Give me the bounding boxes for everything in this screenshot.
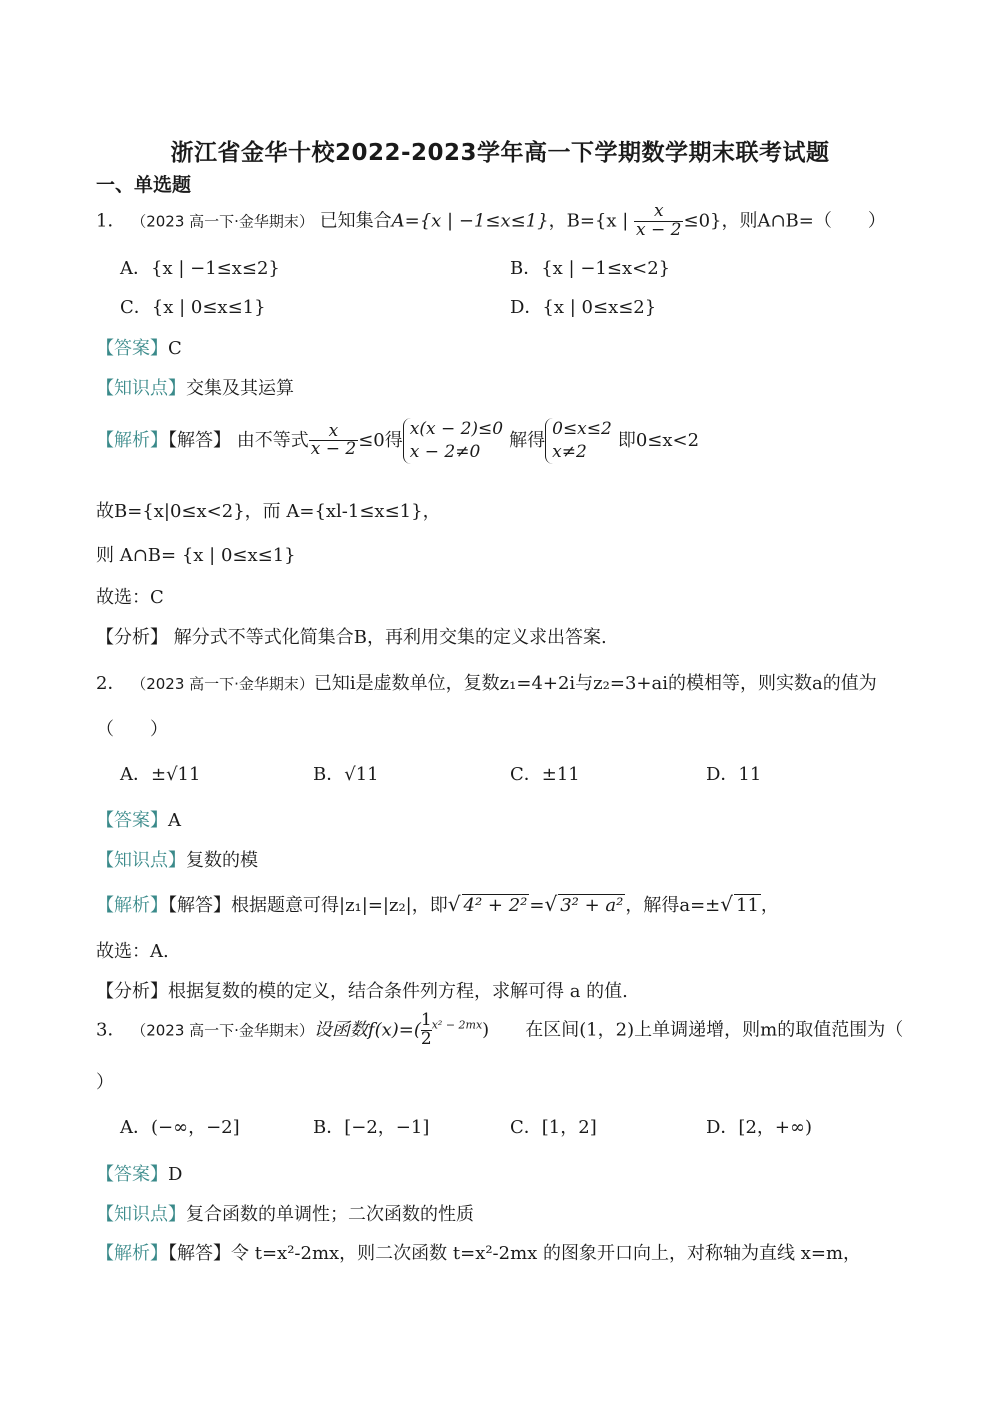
solution-line: [96, 891, 779, 917]
question-number: 3．: [96, 1019, 126, 1041]
solution-line-2: 故选：A.: [96, 941, 169, 962]
solution-text: ≤0得: [358, 429, 403, 451]
fraction-numerator: x: [634, 203, 683, 222]
option-b: B．√11: [313, 764, 379, 785]
question-number: 2．: [96, 673, 126, 694]
knowledge-value: 交集及其运算: [186, 378, 294, 399]
system-row: x − 2≠0: [409, 441, 481, 462]
fraction-denominator: 2: [420, 1028, 432, 1049]
question-source: （2023 高一下·金华期末）: [131, 1021, 314, 1040]
comment-line: [96, 977, 628, 1003]
fraction-numerator: 1: [420, 1010, 432, 1030]
analysis-tag: 【解析】: [96, 895, 168, 916]
question-source: （2023 高一下·金华期末）: [131, 675, 314, 693]
radicand: 11: [736, 895, 759, 916]
fraction-denominator: x − 2: [636, 219, 682, 240]
knowledge-tag: 【知识点】: [96, 378, 186, 399]
fraction: [309, 420, 358, 460]
solution-text: =: [529, 895, 545, 916]
solution-tag: 【解答】: [168, 1243, 231, 1264]
solution-text: ，解得a=±: [625, 895, 721, 916]
system-row: x(x − 2)≤0: [409, 419, 504, 439]
option-d: D．11: [706, 764, 762, 785]
solution-tag: 【解答】: [168, 429, 231, 451]
option-c: C．[1，2]: [510, 1117, 597, 1138]
solution-text: 根据题意可得|z₁|=|z₂|，即: [231, 895, 448, 916]
knowledge-line: [96, 846, 258, 872]
question-source: （2023 高一下·金华期末）: [131, 212, 314, 231]
option-b: B．{x | −1≤x<2}: [510, 258, 671, 279]
stem-text: ) 在区间(1，2)上单调递增，则m的取值范围为（: [482, 1019, 904, 1041]
option-d: D．[2，+∞): [706, 1117, 813, 1138]
page-title: 浙江省金华十校2022-2023学年高一下学期数学期末联考试题: [170, 140, 830, 166]
answer-value: D: [168, 1164, 183, 1185]
solution-text: 解得: [509, 429, 546, 451]
knowledge-line: [96, 374, 294, 400]
answer-tag: 【答案】: [96, 338, 168, 359]
solution-line-3: 则 A∩B= {x | 0≤x≤1}: [96, 545, 296, 566]
answer-line: [96, 334, 182, 360]
analysis-tag: 【解析】: [96, 1243, 168, 1264]
option-c: C．±11: [510, 764, 580, 785]
option-a: A．(−∞，−2]: [120, 1117, 240, 1138]
solution-text: 由不等式: [236, 429, 309, 451]
solution-line: [96, 1239, 861, 1265]
option-c: C．{x | 0≤x≤1}: [120, 297, 266, 318]
question-3-stem: [96, 1012, 903, 1049]
stem-text: 已知i是虚数单位，复数z₁=4+2i与z₂=3+ai的模相等，则实数a的值为: [313, 673, 877, 694]
radicand: 4² + 2²: [463, 895, 528, 916]
stem-text: ，B={x |: [548, 210, 635, 232]
question-2-stem: [96, 669, 877, 695]
knowledge-value: 复合函数的单调性；二次函数的性质: [186, 1204, 474, 1225]
knowledge-tag: 【知识点】: [96, 1204, 186, 1225]
comment-tag: 【分析】: [96, 627, 168, 648]
question-number: 1．: [96, 210, 126, 232]
answer-line: [96, 806, 181, 832]
fraction: [421, 1012, 432, 1049]
question-1-stem: [96, 203, 886, 240]
answer-line: [96, 1160, 182, 1186]
question-3-stem-2: ）: [96, 1072, 114, 1093]
exponent: x² − 2mx: [431, 1018, 483, 1032]
fraction-denominator: x − 2: [310, 439, 357, 460]
solution-line-2: 故B={x|0≤x<2}，而 A={xl-1≤x≤1}，: [96, 501, 441, 522]
analysis-tag: 【解析】: [96, 429, 168, 451]
comment-value: 根据复数的模的定义，结合条件列方程，求解可得 a 的值.: [168, 981, 628, 1002]
solution-text: 即0≤x<2: [617, 429, 700, 451]
answer-value: C: [168, 338, 182, 359]
fraction-numerator: x: [309, 423, 358, 442]
equation-system: [545, 418, 618, 464]
option-a: A．{x | −1≤x≤2}: [120, 258, 280, 279]
comment-line: [96, 623, 607, 649]
question-2-stem-2: （ ）: [96, 719, 168, 740]
sqrt-icon: √: [544, 892, 558, 916]
answer-tag: 【答案】: [96, 1164, 168, 1185]
stem-text: ≤0}，则A∩B=（ ）: [683, 210, 886, 232]
solution-text: 令 t=x²-2mx，则二次函数 t=x²-2mx 的图象开口向上，对称轴为直线 x=m，: [231, 1243, 862, 1264]
answer-tag: 【答案】: [96, 810, 168, 831]
solution-line: [96, 418, 699, 464]
answer-value: A: [168, 810, 181, 831]
equation-system: [403, 418, 509, 464]
option-a: A．±√11: [120, 764, 201, 785]
comment-value: 解分式不等式化简集合B，再利用交集的定义求出答案.: [173, 627, 607, 648]
option-b: B．[−2，−1]: [313, 1117, 430, 1138]
knowledge-value: 复数的模: [186, 850, 258, 871]
sqrt-icon: √: [447, 892, 461, 916]
solution-line-4: 故选：C: [96, 587, 164, 608]
knowledge-tag: 【知识点】: [96, 850, 186, 871]
set-a: A={x | −1≤x≤1}: [391, 210, 549, 232]
solution-text: ，: [760, 895, 779, 916]
solution-tag: 【解答】: [168, 895, 231, 916]
system-row: x≠2: [552, 441, 587, 462]
comment-tag: 【分析】: [96, 981, 168, 1002]
sqrt-icon: √: [720, 892, 734, 916]
system-row: 0≤x≤2: [552, 419, 612, 439]
stem-text: 设函数f(x)=(: [313, 1019, 421, 1041]
knowledge-line: [96, 1200, 474, 1226]
stem-text: 已知集合: [319, 210, 392, 232]
section-heading: 一、单选题: [96, 174, 192, 196]
fraction: [634, 203, 683, 240]
option-d: D．{x | 0≤x≤2}: [510, 297, 657, 318]
radicand: 3² + a²: [560, 895, 624, 916]
